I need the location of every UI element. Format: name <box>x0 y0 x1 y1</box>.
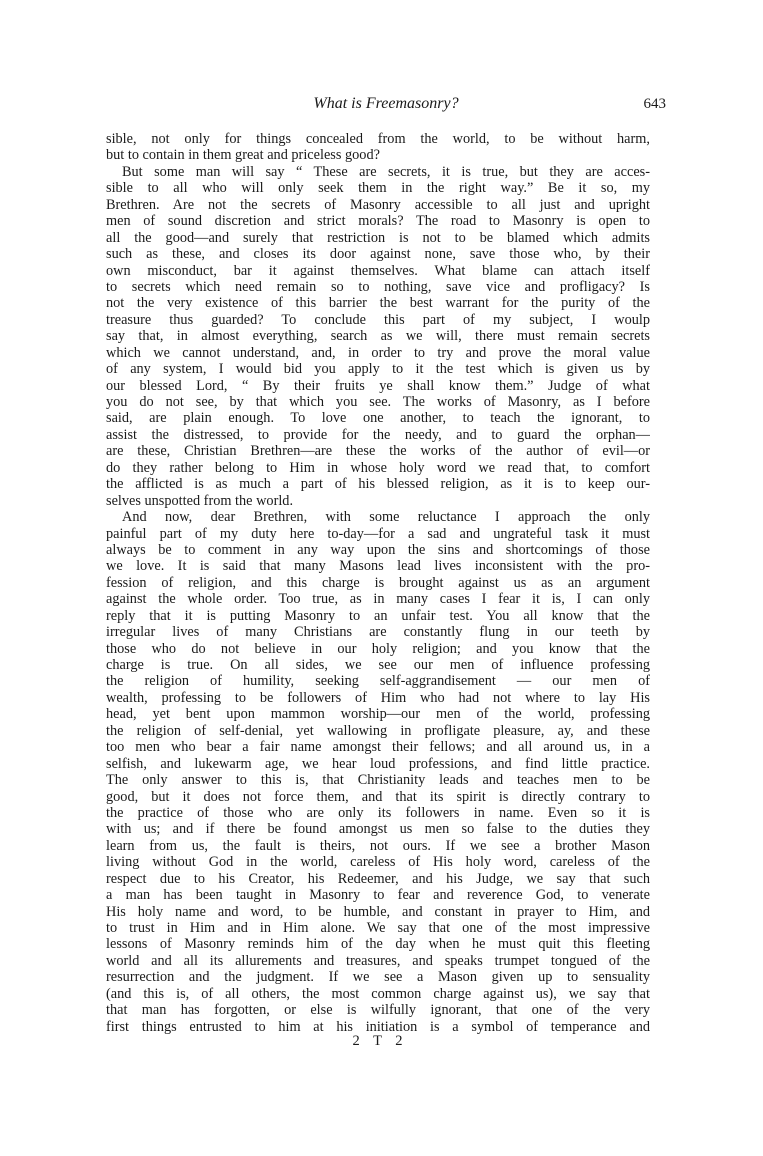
text-line: selfish, and lukewarm age, we hear loud professions, and find little practice. <box>106 755 650 772</box>
text-line: always be to comment in any way upon the sins and shortcomings of those <box>106 541 650 558</box>
text-line: to secrets which need remain so to nothing, save vice and profligacy? Is <box>106 278 650 295</box>
text-line: assist the distressed, to provide for the needy, and to guard the orphan— <box>106 426 650 443</box>
text-line: all the good—and surely that restriction is not to be blamed which admits <box>106 229 650 246</box>
text-line: do they rather belong to Him in whose holy word we read that, to comfort <box>106 459 650 476</box>
text-line: resurrection and the judgment. If we see a Mason given up to sensuality <box>106 969 650 986</box>
signature-mark: 2 T 2 <box>352 1033 408 1049</box>
text-line: the religion of humility, seeking self-aggrandisement — our men of <box>106 673 650 690</box>
text-line: lessons of Masonry reminds him of the day when he must quit this fleeting <box>106 936 650 953</box>
text-line: the religion of self-denial, yet wallowing in profligate pleasure, ay, and these <box>106 722 650 739</box>
text-line: wealth, professing to be followers of Him who had not where to lay His <box>106 689 650 706</box>
text-line: learn from us, the fault is theirs, not ours. If we see a brother Mason <box>106 837 650 854</box>
text-line: head, yet bent upon mammon worship—our men of the world, professing <box>106 706 650 723</box>
text-line: of any system, I would bid you apply to it the test which is given us by <box>106 361 650 378</box>
text-line: living without God in the world, careless of His holy word, careless of the <box>106 854 650 871</box>
text-line: against the whole order. Too true, as in many cases I fear it is, I can only <box>106 591 650 608</box>
running-title: What is Freemasonry? <box>313 95 459 112</box>
text-line: are these, Christian Brethren—are these the works of the author of evil—or <box>106 443 650 460</box>
text-line: you do not see, by that which you see. The works of Masonry, as I before <box>106 394 650 410</box>
text-line: a man has been taught in Masonry to fear and reverence God, to venerate <box>106 887 650 904</box>
text-line: sible to all who will only seek them in the right way.” Be it so, my <box>106 180 650 197</box>
page-number: 643 <box>643 96 666 112</box>
text-line: good, but it does not force them, and that its spirit is directly contrary to <box>106 788 650 805</box>
text-line: own misconduct, bar it against themselves. What blame can attach itself <box>106 262 650 279</box>
text-line: said, are plain enough. To love one another, to teach the ignorant, to <box>106 410 650 427</box>
text-line: selves unspotted from the world. <box>106 492 294 509</box>
text-line: such as these, and closes its door against none, save those who, by their <box>106 246 650 263</box>
text-line: too men who bear a fair name amongst their fellows; and all around us, in a <box>106 739 650 756</box>
text-line: (and this is, of all others, the most common charge against us), we say that <box>106 985 650 1002</box>
text-line: sible, not only for things concealed from the world, to be without harm, <box>106 131 650 147</box>
text-line: to trust in Him and in Him alone. We say that one of the most impressive <box>106 920 650 936</box>
text-line: our blessed Lord, “ By their fruits ye shall know them.” Judge of what <box>106 377 650 394</box>
text-line: respect due to his Creator, his Redeemer, and his Judge, we say that such <box>106 870 650 887</box>
text-line: which we cannot understand, and, in order to try and prove the moral value <box>106 344 650 361</box>
text-line: men of sound discretion and strict morals? The road to Masonry is open to <box>106 213 650 230</box>
text-line: the afflicted is as much a part of his blessed religion, as it is to keep our- <box>106 476 650 493</box>
text-line: And now, dear Brethren, with some reluctance I approach the only <box>122 509 650 526</box>
running-head <box>106 94 666 118</box>
text-line: with us; and if there be found amongst us men so false to the duties they <box>106 821 650 838</box>
text-line: the practice of those who are only its followers in name. Even so it is <box>106 804 650 821</box>
text-line: but to contain in them great and priceless good? <box>106 147 380 164</box>
text-line: painful part of my duty here to-day—for a sad and ungrateful task it must <box>106 525 650 542</box>
text-line: treasure thus guarded? To conclude this part of my subject, I woulp <box>106 311 650 328</box>
text-line: we love. It is said that many Masons lead lives inconsistent with the pro- <box>106 558 650 575</box>
text-line: charge is true. On all sides, we see our men of influence professing <box>106 657 650 673</box>
text-line: reply that it is putting Masonry to an unfair test. You all know that the <box>106 607 650 624</box>
text-line: His holy name and word, to be humble, and constant in prayer to Him, and <box>106 903 650 920</box>
text-line: Brethren. Are not the secrets of Masonry accessible to all just and upright <box>106 196 650 213</box>
text-line: first things entrusted to him at his initiation is a symbol of temperance and <box>106 1018 650 1035</box>
text-line: fession of religion, and this charge is brought against us as an argument <box>106 574 650 591</box>
text-line: those who do not believe in our holy religion; and you know that the <box>106 640 650 657</box>
body-text <box>106 131 650 1035</box>
text-line: But some man will say “ These are secrets, it is true, but they are acces- <box>122 163 650 180</box>
text-line: world and all its allurements and treasures, and speaks trumpet tongued of the <box>106 952 650 969</box>
text-line: that man has forgotten, or else is wilfully ignorant, that one of the very <box>106 1002 650 1019</box>
text-line: irregular lives of many Christians are constantly flung in our teeth by <box>106 624 650 641</box>
text-line: The only answer to this is, that Christianity leads and teaches men to be <box>106 772 650 789</box>
text-line: not the very existence of this barrier the best warrant for the purity of the <box>106 295 650 312</box>
text-line: say that, in almost everything, search as we will, there must remain secrets <box>106 328 650 345</box>
